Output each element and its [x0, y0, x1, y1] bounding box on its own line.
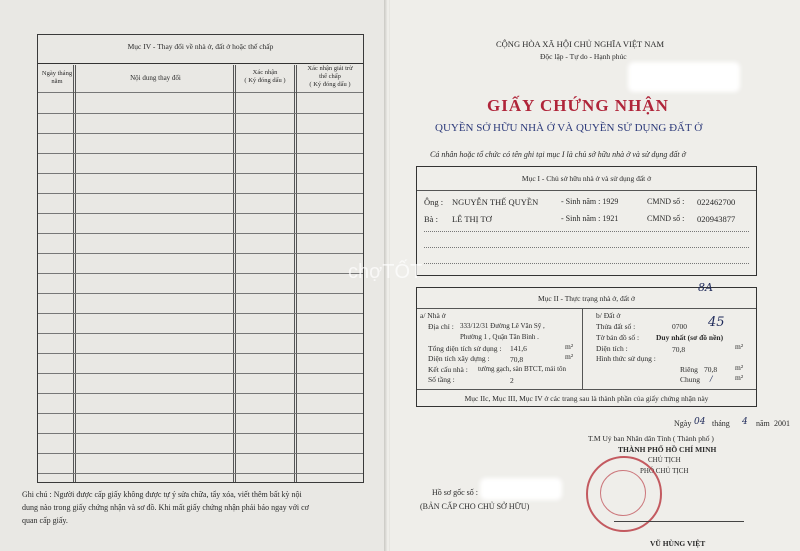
- build-area-unit: m²: [565, 352, 574, 361]
- owner1-id-label: CMND số :: [647, 197, 685, 206]
- private-label: Riêng: [680, 365, 698, 374]
- map-value: Duy nhất (sơ đồ nền): [656, 333, 724, 342]
- land-area-unit: m²: [735, 342, 744, 351]
- date-month: 4: [742, 417, 748, 427]
- structure-value: tường gạch, sàn BTCT, mái tôn: [478, 365, 567, 373]
- land-label: b/ Đất ở: [596, 311, 621, 320]
- authority-line-1: T.M Uỷ ban Nhân dân Tỉnh ( Thành phố ): [588, 434, 714, 443]
- owner2-id: 020943877: [697, 214, 736, 224]
- watermark: chợTỐT: [348, 261, 423, 283]
- signer-name: VŨ HÙNG VIỆT: [650, 539, 706, 548]
- header-country: CỘNG HÒA XÃ HỘI CHỦ NGHĨA VIỆT NAM: [496, 39, 665, 49]
- col-date-2: năm: [51, 78, 63, 85]
- header-motto: Độc lập - Tự do - Hạnh phúc: [540, 52, 627, 61]
- note-line-3: quan cấp giấy.: [22, 516, 68, 525]
- col-date-1: Ngày tháng: [41, 70, 73, 77]
- floors-value: 2: [510, 376, 514, 385]
- signature-line: [614, 521, 744, 522]
- address-value-2: Phường 1 , Quận Tân Bình .: [460, 333, 539, 341]
- land-area-label: Diện tích :: [596, 344, 628, 353]
- owner2-name: LÊ THỊ TƠ: [452, 214, 492, 224]
- authority-line-2: THÀNH PHỐ HỒ CHÍ MINH: [618, 445, 717, 454]
- map-label: Tờ bản đồ số :: [596, 333, 640, 342]
- copy-note: (BẢN CẤP CHO CHỦ SỞ HỮU): [420, 502, 530, 511]
- date-month-label: tháng: [712, 419, 730, 428]
- structure-label: Kết cấu nhà :: [428, 365, 468, 374]
- total-area-value: 141,6: [510, 344, 527, 353]
- usage-label: Hình thức sử dụng :: [596, 354, 656, 363]
- section1-title: Mục I - Chủ sở hữu nhà ở và sử dụng đất ở: [521, 174, 652, 183]
- plot-value: 0700: [672, 322, 687, 331]
- date-year-label: năm: [756, 419, 770, 428]
- certificate-title: GIẤY CHỨNG NHẬN: [487, 96, 669, 115]
- address-value: 333/12/31 Đường Lê Văn Sỹ ,: [460, 322, 545, 330]
- handwritten-note-2: 45: [708, 315, 725, 330]
- col-confirm-1: Xác nhận: [252, 69, 278, 76]
- address-label: Địa chỉ :: [428, 322, 454, 331]
- date-year: 2001: [774, 419, 790, 428]
- authority-line-3: CHỦ TỊCH: [648, 456, 681, 464]
- file-label: Hồ sơ gốc số :: [432, 488, 479, 497]
- certificate-subtitle: QUYỀN SỞ HỮU NHÀ Ở VÀ QUYỀN SỬ DỤNG ĐẤT Ở: [435, 122, 703, 134]
- house-label: a/ Nhà ở: [420, 311, 446, 320]
- col-release-3: ( Ký đóng dấu ): [309, 81, 351, 88]
- col-release-2: thế chấp: [319, 73, 341, 80]
- change-table: [37, 34, 364, 483]
- note-line-2: dung nào trong giấy chứng nhận và sơ đồ. Khi mất giấy chứng nhận phải báo ngay với cơ: [22, 503, 309, 512]
- owner1-birth: - Sinh năm : 1929: [561, 197, 619, 206]
- owner1-id: 022462700: [697, 197, 736, 207]
- col-release-1: Xác nhận giải trừ: [307, 65, 353, 72]
- date-day-label: Ngày: [674, 419, 692, 428]
- floors-label: Số tầng :: [428, 375, 455, 384]
- section2-title: Mục II - Thực trạng nhà ở, đất ở: [537, 294, 636, 303]
- build-area-label: Diện tích xây dựng :: [428, 354, 490, 363]
- section2-footer: Mục IIc, Mục III, Mục IV ở các trang sau là thành phần của giấy chứng nhận này: [464, 394, 709, 403]
- owner2-id-label: CMND số :: [647, 214, 685, 223]
- owner1-prefix: Ông :: [424, 197, 444, 207]
- table-title: Mục IV - Thay đổi về nhà ở, đất ở hoặc thế chấp: [127, 42, 274, 51]
- note-line-1: Ghi chú : Người được cấp giấy không được tự ý sửa chữa, tẩy xóa, viết thêm bất kỳ nội: [22, 490, 302, 499]
- land-area-value: 70,8: [672, 345, 686, 354]
- total-area-label: Tổng diện tích sử dụng :: [428, 344, 502, 353]
- shared-unit: m²: [735, 373, 744, 382]
- private-value: 70,8: [704, 365, 718, 374]
- total-area-unit: m²: [565, 342, 574, 351]
- owner2-prefix: Bà :: [424, 214, 438, 224]
- owner1-name: NGUYỄN THẾ QUYỀN: [452, 197, 539, 207]
- plot-label: Thửa đất số :: [596, 322, 636, 331]
- shared-label: Chung: [680, 375, 701, 384]
- col-confirm-2: ( Ký đóng dấu ): [244, 77, 286, 84]
- redacted-area: [628, 62, 740, 92]
- build-area-value: 70,8: [510, 355, 524, 364]
- owner2-birth: - Sinh năm : 1921: [561, 214, 619, 223]
- redacted-file-number: [480, 478, 562, 500]
- private-unit: m²: [735, 363, 744, 372]
- authority-line-4: PHÓ CHỦ TỊCH: [640, 467, 689, 475]
- date-day: 04: [694, 417, 706, 427]
- handwritten-note-1: 8A: [698, 281, 713, 294]
- shared-value: /: [710, 374, 713, 383]
- intro-text: Cá nhân hoặc tổ chức có tên ghi tại mục I là chủ sở hữu nhà ở và sử dụng đất ở: [430, 150, 686, 159]
- col-content: Nội dung thay đổi: [130, 74, 181, 82]
